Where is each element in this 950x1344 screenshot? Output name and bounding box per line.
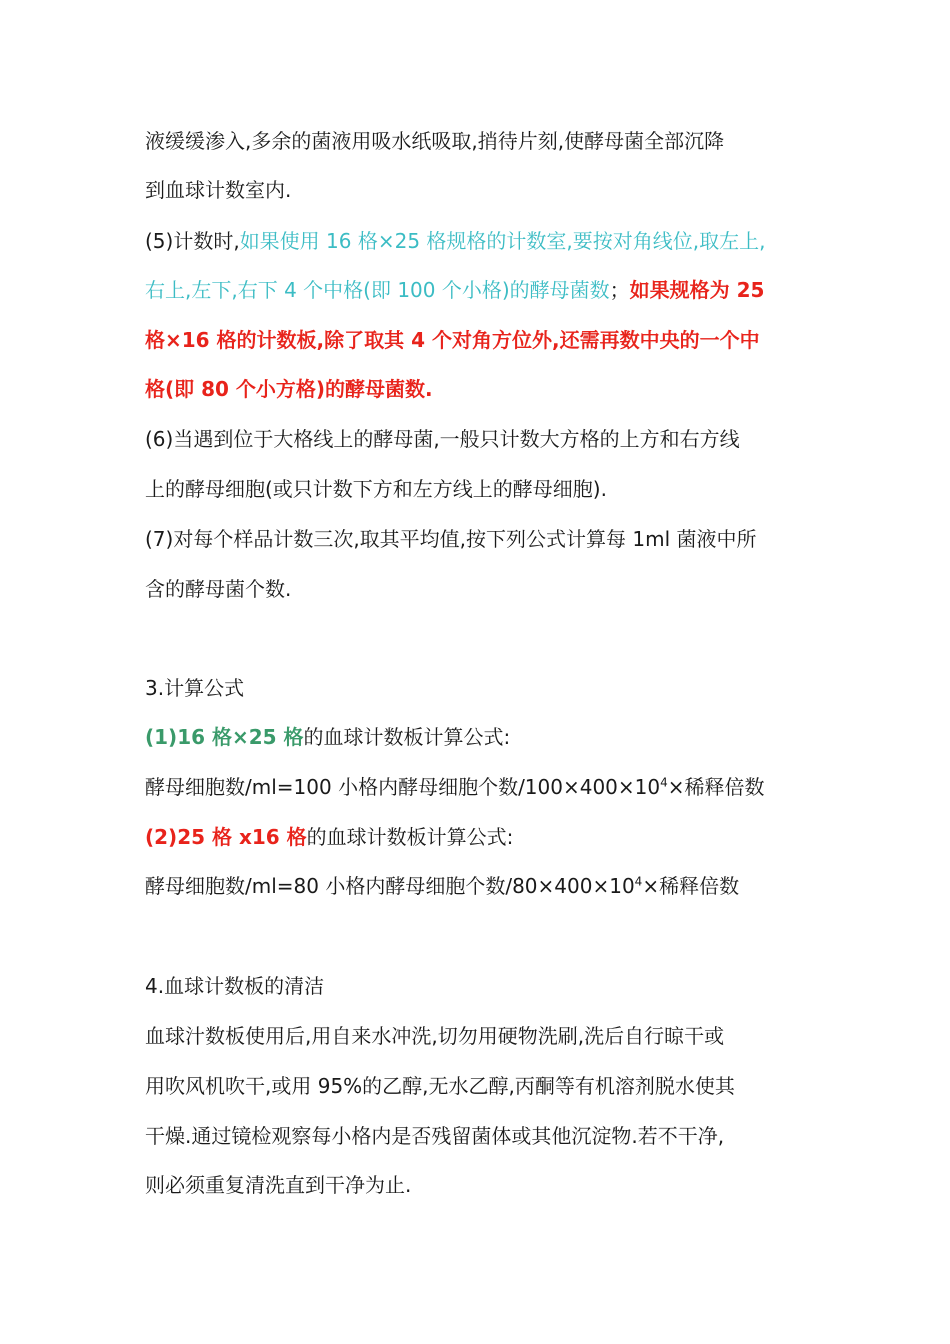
- step-5-line-1: [145, 226, 766, 256]
- formula-1: [145, 772, 765, 802]
- formula-2-tail: ×稀释倍数: [642, 874, 740, 898]
- separator: ；: [609, 278, 630, 302]
- cleaning-paragraph-line: 血球汁数板使用后,用自来水冲洗,切勿用硬物洗刷,洗后自行晾干或: [145, 1024, 725, 1048]
- formula-2-exponent: 4: [634, 874, 643, 889]
- step-5-red-line: 格(即 80 个小方格)的酵母菌数.: [145, 377, 433, 401]
- formula-2-label: 2)25 格 x16 格: [154, 825, 307, 849]
- section-3-heading: 3.计算公式: [145, 676, 245, 700]
- step-5-prefix: (5)计数时,: [145, 229, 240, 253]
- formula-2-body: 酵母细胞数/ml=80 小格内酵母细胞个数/80×400×10: [145, 874, 635, 898]
- formula-1-body: 酵母细胞数/ml=100 小格内酵母细胞个数/100×400×10: [145, 775, 661, 799]
- formula-1-title: [145, 722, 510, 752]
- step-7-line: (7)对每个样品计数三次,取其平均值,按下列公式计算每 1ml 菌液中所: [145, 527, 757, 551]
- step-5-red-line: 格×16 格的计数板,除了取其 4 个对角方位外,还需再数中央的一个中: [145, 328, 760, 352]
- formula-2-title: [145, 822, 513, 852]
- formula-2: [145, 871, 739, 901]
- formula-1-label: (1)16 格×25 格: [145, 725, 304, 749]
- section-4-heading: 4.血球计数板的清洁: [145, 974, 325, 998]
- paragraph-line: 液缓缓渗入,多余的菌液用吸水纸吸取,捎待片刻,使酵母菌全部沉降: [145, 129, 725, 153]
- cleaning-paragraph-line: 用吹风机吹干,或用 95%的乙醇,无水乙醇,丙酮等有机溶剂脱水使其: [145, 1074, 735, 1098]
- step-6-line: (6)当遇到位于大格线上的酵母菌,一般只计数大方格的上方和右方线: [145, 427, 740, 451]
- step-5-teal-text: 如果使用 16 格×25 格规格的计数室,要按对角线位,取左上,: [239, 229, 766, 253]
- step-5-red-text: 如果规格为 25: [629, 278, 765, 302]
- paragraph-line: 到血球计数室内.: [145, 178, 292, 202]
- formula-2-paren: (: [145, 825, 155, 849]
- cleaning-paragraph-line: 则必须重复清洗直到干净为止.: [145, 1173, 412, 1197]
- formula-2-suffix: 的血球计数板计算公式:: [306, 825, 514, 849]
- formula-1-exponent: 4: [660, 775, 668, 790]
- step-5-line-2: [145, 275, 764, 305]
- formula-1-tail: ×稀释倍数: [667, 775, 765, 799]
- step-5-teal-text: 右上,左下,右下 4 个中格(即 100 个小格)的酵母菌数: [145, 278, 610, 302]
- step-6-line: 上的酵母细胞(或只计数下方和左方线上的酵母细胞).: [145, 477, 607, 501]
- formula-1-suffix: 的血球计数板计算公式:: [303, 725, 511, 749]
- step-7-line: 含的酵母菌个数.: [145, 577, 292, 601]
- cleaning-paragraph-line: 干燥.通过镜检观察每小格内是否残留菌体或其他沉淀物.若不干净,: [145, 1124, 725, 1148]
